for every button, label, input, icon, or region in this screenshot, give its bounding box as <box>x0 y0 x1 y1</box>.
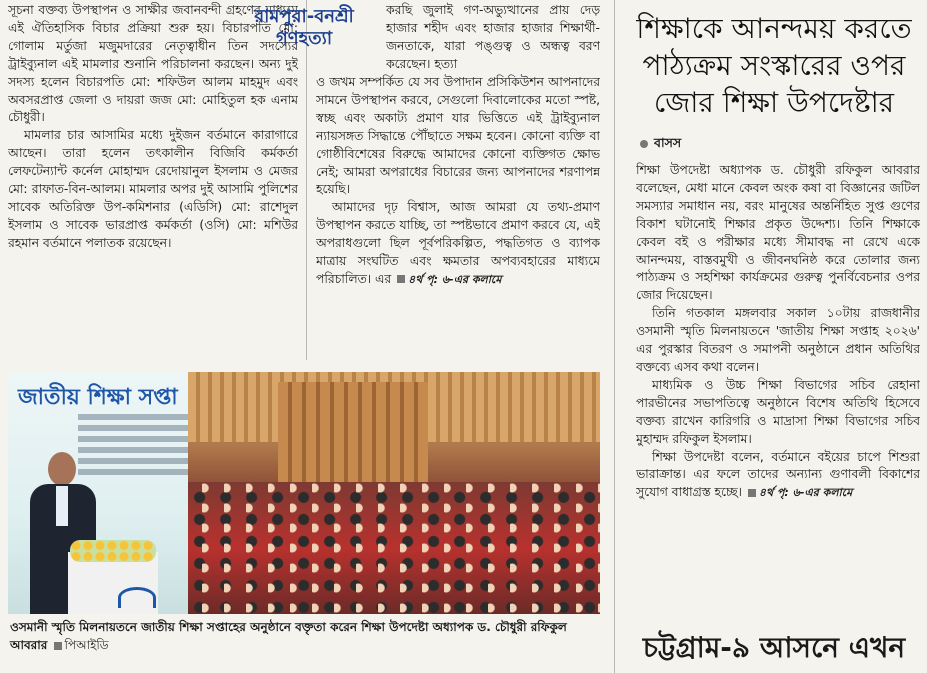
left-paragraph-2: মামলার চার আসামির মধ্যে দুইজন বর্তমানে কারাগারে আছেন। তারা হলেন তৎকালীন বিজিবি কর্মকর্তা লেফটেন্যান্ট কর্নেল মোহাম্মদ রেদোয়ানুল ইসলাম ও মেজর মো: রাফাত-বিন-আলম। মামলার অপর দুই আসামি পুলিশের সাবেক অতিরিক্ত উপ-কমিশনার (এডিসি) মো: রাশেদুল ইসলাম ও সাবেক ভারপ্রাপ্ত কর্মকর্তা (ওসি) মো: মশিউর রহমান বর্তমানে পলাতক রয়েছেন। <box>8 128 298 250</box>
photo-caption <box>10 618 606 654</box>
right-article-text <box>636 162 920 614</box>
middle-top-text <box>386 2 600 74</box>
headline-line-1: শিক্ষাকে আনন্দময় করতে <box>636 12 912 45</box>
continue-square-icon <box>397 275 405 283</box>
right-divider <box>614 0 615 673</box>
right-paragraph-3: মাধ্যমিক ও উচ্চ শিক্ষা বিভাগের সচিব রেহানা পারভীনের সভাপতিত্বে অনুষ্ঠানে বিশেষ অতিথি হিসেবে বক্তব্য রাখেন কারিগরি ও মাদ্রাসা শিক্ষা বিভাগের সচিব মুহাম্মদ রফিকুল ইসলাম। <box>636 377 920 446</box>
event-photo <box>8 372 600 614</box>
middle-paragraph-1: ও জখম সম্পর্কিত যে সব উপাদান প্রসিকিউশন আপনাদের সামনে উপস্থাপন করবে, সেগুলো দিবালোকের মতো স্পষ্ট, স্বচ্ছ এবং অকাট্য প্রমাণ যার ভিত্তিতে এই ট্রাইব্যুনাল ন্যায়সঙ্গত সিদ্ধান্তে পৌঁছাতে সক্ষম হবেন। কোনো ব্যক্তি বা গোষ্ঠীবিশেষের বিরুদ্ধে আমাদের কোনো ব্যক্তিগত ক্ষোভ নেই; আমরা অপরাধের বিচারের জন্য আপনাদের শরণাপন্ন হয়েছি। <box>316 75 600 197</box>
right-paragraph-4 <box>636 449 920 503</box>
right-paragraph-2: তিনি গতকাল মঙ্গলবার সকাল ১০টায় রাজধানীর ওসমানী স্মৃতি মিলনায়তনে 'জাতীয় শিক্ষা সপ্তাহ ২০২৬' এর পুরস্কার বিতরণ ও সমাপনী অনুষ্ঠানে প্রধান অতিথির বক্তব্যে এসব কথা বলেন। <box>636 306 920 374</box>
headline-line-3: জোর শিক্ষা উপদেষ্টার <box>653 86 895 119</box>
photo-banner-title: জাতীয় শিক্ষা সপ্তা <box>18 385 178 410</box>
right-continuation: ৪র্থ পৃ: ৬-এর কলামে <box>758 486 853 500</box>
caption-square-icon <box>54 642 62 650</box>
headline-line-2: পাঠ্যক্রম সংস্কারের ওপর <box>642 49 906 82</box>
byline-dot-icon <box>640 140 648 148</box>
byline-text: বাসস <box>654 135 682 150</box>
middle-continuation: ৪র্থ পৃ: ৬-এর কলামে <box>408 272 502 286</box>
article-byline <box>640 135 681 155</box>
photo-flowers <box>70 540 156 562</box>
section-kicker: রামপুরা-বনশ্রী গণহত্যা <box>254 6 354 49</box>
podium-logo-icon <box>118 587 156 608</box>
article-headline <box>626 10 922 121</box>
photo-wall-panels <box>278 382 428 492</box>
middle-column-text <box>316 74 600 358</box>
next-article-headline: চট্টগ্রাম-৯ আসনে এখন <box>642 631 906 664</box>
photo-audience <box>158 482 600 614</box>
right-paragraph-1: শিক্ষা উপদেষ্টা অধ্যাপক ড. চৌধুরী রফিকুল আবরার বলেছেন, মেধা মানে কেবল অংক কষা বা বিজ্ঞানের জটিল সমস্যার সমাধান নয়, বরং মানুষের অন্তর্নিহিত সুপ্ত গুণের বিকাশ ঘটানোই শিক্ষার প্রকৃত উদ্দেশ্য। তিনি শিক্ষাকে কেবল বই ও পরীক্ষার মধ্যে সীমাবদ্ধ না রেখে একে আনন্দময়, বাস্তবমুখী ও জীবনঘনিষ্ঠ করে তোলার জন্য পাঠ্যক্রম ও সহশিক্ষা কার্যক্রমের গুরুত্ব পুনর্বিবেচনার ওপর জোর দিয়েছেন। <box>636 163 920 303</box>
photo-credit: পিআইডি <box>64 638 109 652</box>
right-continue-square-icon <box>748 489 756 497</box>
right-paragraph-4-text: শিক্ষা উপদেষ্টা বলেন, বর্তমানে বইয়ের চাপে শিশুরা ভারাক্রান্ত। এর ফলে তাদের অন্যান্য গুণাবলী বিকাশের সুযোগ বাধাগ্রস্ত হচ্ছে। <box>636 449 920 500</box>
middle-top-paragraph: করছি জুলাই গণ-অভ্যুত্থানের প্রায় দেড় হাজার শহীদ এবং হাজার হাজার শিক্ষার্থী-জনতাকে, যারা পঙ্গুত্ব ও অন্ধত্ব বরণ করেছেন। হত্যা <box>386 3 600 71</box>
left-column-text <box>8 2 298 354</box>
middle-paragraph-2 <box>316 199 600 289</box>
middle-paragraph-2-text: আমাদের দৃঢ় বিশ্বাস, আজ আমরা যে তথ্য-প্রমাণ উপস্থাপন করতে যাচ্ছি, তা স্পষ্টভাবে প্রমাণ করবে যে, এই অপরাধগুলো ছিল পূর্বপরিকল্পিত, পদ্ধতিগত ও ব্যাপক মাত্রায় সংঘটিত এবং ক্ষমতার অপব্যবহারের মাধ্যমে পরিচালিত। এর <box>316 200 600 286</box>
photo-caption-text: ওসমানী স্মৃতি মিলনায়তনে জাতীয় শিক্ষা সপ্তাহের অনুষ্ঠানে বক্তৃতা করেন শিক্ষা উপদেষ্টা অধ্যাপক ড. চৌধুরী রফিকুল আবরার <box>10 620 567 652</box>
column-divider <box>306 0 307 360</box>
left-paragraph-1: সূচনা বক্তব্য উপস্থাপন ও সাক্ষীর জবানবন্দী গ্রহণের মাধ্যমে এই ঐতিহাসিক বিচার প্রক্রিয়া শুরু হয়। বিচারপতি মো: গোলাম মর্তুজা মজুমদারের নেতৃত্বাধীন তিন সদস্যের ট্রাইব্যুনাল এই মামলার শুনানি পরিচালনা করছেন। অন্য দুই সদস্য হলেন বিচারপতি মো: শফিউল আলম মাহমুদ এবং অবসরপ্রাপ্ত জেলা ও দায়রা জজ মো: মোহিতুল হক এনাম চৌধুরী। <box>8 3 298 125</box>
